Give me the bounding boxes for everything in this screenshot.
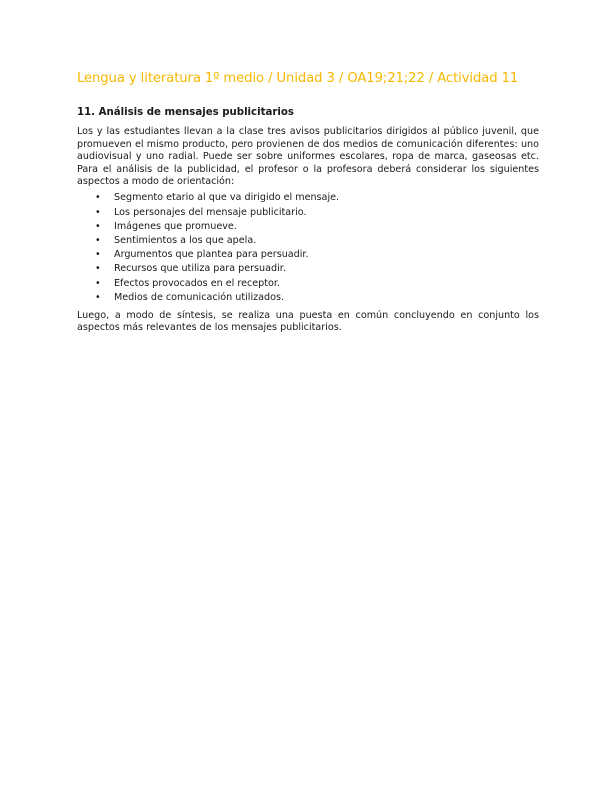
list-item-text: Argumentos que plantea para persuadir. — [114, 249, 309, 261]
bullet-icon: • — [95, 249, 101, 261]
bullet-icon: • — [95, 235, 101, 246]
document-content — [77, 107, 539, 335]
list-item — [77, 248, 539, 262]
list-item — [77, 206, 539, 220]
document-header: Lengua y literatura 1º medio / Unidad 3 / OA19;21;22 / Actividad 11 — [77, 71, 519, 86]
closing-paragraph: Luego, a modo de síntesis, se realiza una puesta en común concluyendo en conjunto los aspectos más relevantes de los mensajes publicitarios. — [77, 309, 539, 334]
list-item — [77, 191, 539, 205]
section-title: 11. Análisis de mensajes publicitarios — [77, 107, 294, 118]
bullet-icon: • — [95, 220, 101, 232]
list-item-text: Efectos provocados en el receptor. — [114, 277, 280, 289]
bullet-icon: • — [95, 263, 101, 275]
bullet-icon: • — [95, 291, 101, 303]
bullet-icon: • — [95, 192, 101, 204]
bullet-icon: • — [95, 206, 101, 218]
list-item-text: Segmento etario al que va dirigido el mensaje. — [114, 192, 340, 204]
list-item-text: Medios de comunicación utilizados. — [114, 291, 285, 303]
list-item-text: Los personajes del mensaje publicitario. — [114, 206, 307, 218]
list-item-text: Imágenes que promueve. — [114, 220, 237, 232]
list-item — [77, 262, 539, 276]
list-item — [77, 234, 539, 248]
list-item — [77, 277, 539, 291]
list-item-text: Recursos que utiliza para persuadir. — [114, 263, 286, 275]
list-item — [77, 220, 539, 234]
intro-paragraph: Los y las estudiantes llevan a la clase tres avisos publicitarios dirigidos al público juvenil, que promueven el mismo producto, pero provienen de dos medios de comunicación diferentes: uno audiovisual y uno radial. Puede ser sobre uniformes escolares, ropa de marca, gaseosas etc. Para el análisis de la publicidad, el profesor o la profesora deberá considerar los siguientes aspectos a modo de orientación: — [77, 126, 539, 188]
aspects-list — [77, 191, 539, 305]
list-item — [77, 291, 539, 305]
list-item-text: Sentimientos a los que apela. — [114, 235, 257, 246]
bullet-icon: • — [95, 277, 101, 289]
